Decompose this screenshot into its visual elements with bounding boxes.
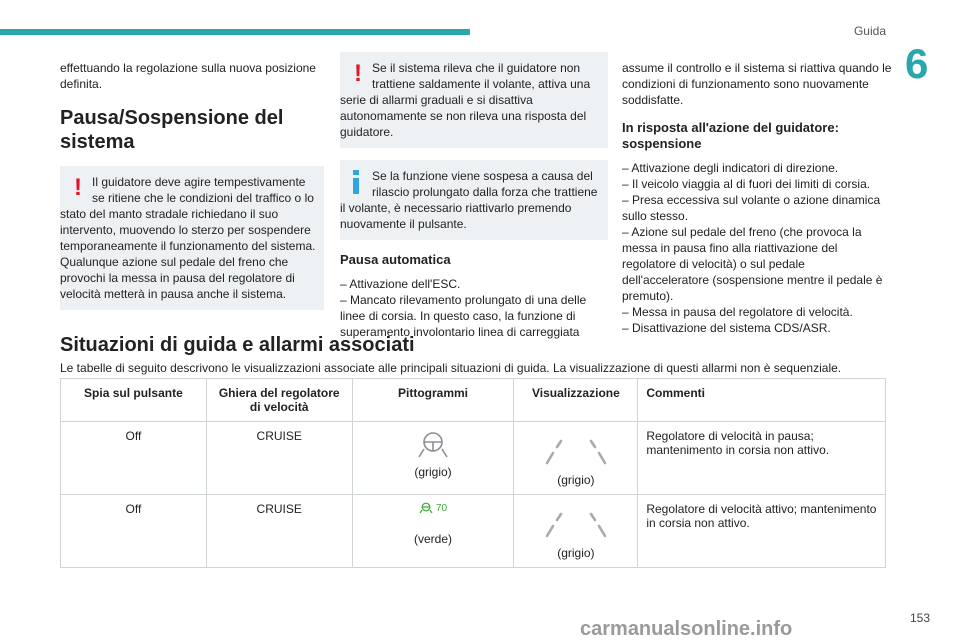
cell-comment: Regolatore di velocità attivo; mantenimento in corsia non attivo. bbox=[638, 495, 886, 568]
list-item: – Azione sul pedale del freno (che provoca la messa in pausa fino alla riattivazione del regolatore di velocità) o sul pedale dell'acceleratore (sospensione mentre il pedale è premuto). bbox=[622, 225, 883, 303]
list-item: – Il veicolo viaggia al di fuori dei limiti di corsia. bbox=[622, 177, 871, 191]
situations-intro: Le tabelle di seguito descrivono le visualizzazioni associate alle principali situazioni di guida. La visualizzazione di questi allarmi non è sequenziale. bbox=[60, 361, 842, 375]
col3-intro: assume il controllo e il sistema si riattiva quando le condizioni di funzionamento sono nuovamente soddisfatte. bbox=[622, 61, 892, 107]
cell-display bbox=[514, 422, 638, 495]
display-color-note: (grigio) bbox=[557, 473, 595, 487]
suspension-heading: In risposta all'azione del guidatore: sospensione bbox=[622, 120, 839, 151]
auto-pause-heading: Pausa automatica bbox=[340, 252, 451, 267]
warning-text: Il guidatore deve agire tempestivamente se ritiene che le condizioni del traffico o lo stato del manto stradale richiedano il suo intervento, muovendo lo sterzo per sospendere temporaneamente il funzionamento del sistema. Qualunque azione sul pedale del freno che provochi la messa in pausa del regolatore di velocità metterà in pausa anche il sistema. bbox=[60, 175, 316, 301]
info-text: Se la funzione viene sospesa a causa del rilascio prolungato dalla forza che trattiene il volante, è necessario riattivarlo premendo nuovamente il pulsante. bbox=[340, 169, 598, 231]
picto-color-note: (verde) bbox=[414, 532, 453, 546]
warning-text: Se il sistema rileva che il guidatore non trattiene saldamente il volante, attiva una serie di allarmi graduali e si disattiva autonomamente se non rileva una risposta del guidatore. bbox=[340, 61, 591, 139]
lane-lines-icon bbox=[541, 510, 611, 542]
cell-display bbox=[514, 495, 638, 568]
column-header: Ghiera del regolatore di velocità bbox=[206, 379, 352, 422]
info-icon bbox=[340, 168, 372, 196]
column-3 bbox=[622, 60, 892, 336]
steering-speed-icon bbox=[361, 502, 506, 514]
list-item: – Attivazione degli indicatori di direzione. bbox=[622, 161, 839, 175]
column-2 bbox=[340, 52, 608, 340]
display-color-note: (grigio) bbox=[557, 546, 595, 560]
picto-color-note: (grigio) bbox=[414, 465, 452, 479]
cell-picto bbox=[352, 422, 514, 495]
watermark: carmanualsonline.info bbox=[580, 618, 793, 640]
situations-table bbox=[60, 378, 886, 568]
steering-lane-icon bbox=[416, 429, 450, 459]
column-1 bbox=[60, 60, 324, 322]
warning-box bbox=[60, 166, 324, 310]
column-header: Spia sul pulsante bbox=[61, 379, 207, 422]
table-row bbox=[61, 422, 886, 495]
column-header: Pittogrammi bbox=[352, 379, 514, 422]
warning-icon: ! bbox=[354, 60, 362, 87]
pause-heading: Pausa/Sospensione del sistema bbox=[60, 107, 284, 153]
page-number: 153 bbox=[909, 611, 930, 625]
cell-comment: Regolatore di velocità in pausa; mantenimento in corsia non attivo. bbox=[638, 422, 886, 495]
info-box bbox=[340, 160, 608, 240]
list-item: – Mancato rilevamento prolungato di una delle linee di corsia. In questo caso, la funzione di superamento involontario linea di carreggiata bbox=[340, 293, 587, 339]
chapter-number: 6 bbox=[905, 40, 929, 87]
lane-lines-icon bbox=[541, 437, 611, 469]
table-row bbox=[61, 495, 886, 568]
cell-spia: Off bbox=[61, 495, 207, 568]
column-header: Visualizzazione bbox=[514, 379, 638, 422]
table-header-row bbox=[61, 379, 886, 422]
speed-value: 70 bbox=[435, 502, 448, 514]
header-accent-bar bbox=[0, 29, 470, 35]
section-title: Guida bbox=[853, 24, 886, 38]
list-item: – Messa in pausa del regolatore di velocità. bbox=[622, 305, 853, 319]
steering-lane-icon bbox=[419, 502, 433, 514]
column-header: Commenti bbox=[638, 379, 886, 422]
cell-picto bbox=[352, 495, 514, 568]
col1-intro: effettuando la regolazione sulla nuova posizione definita. bbox=[60, 61, 316, 91]
cell-ghiera: CRUISE bbox=[206, 495, 352, 568]
cell-ghiera: CRUISE bbox=[206, 422, 352, 495]
situations-heading: Situazioni di guida e allarmi associati bbox=[60, 334, 415, 356]
warning-icon: ! bbox=[74, 174, 82, 201]
list-item: – Attivazione dell'ESC. bbox=[340, 277, 461, 291]
list-item: – Presa eccessiva sul volante o azione dinamica sullo stesso. bbox=[622, 193, 881, 223]
warning-box bbox=[340, 52, 608, 148]
cell-spia: Off bbox=[61, 422, 207, 495]
list-item: – Disattivazione del sistema CDS/ASR. bbox=[622, 321, 831, 335]
